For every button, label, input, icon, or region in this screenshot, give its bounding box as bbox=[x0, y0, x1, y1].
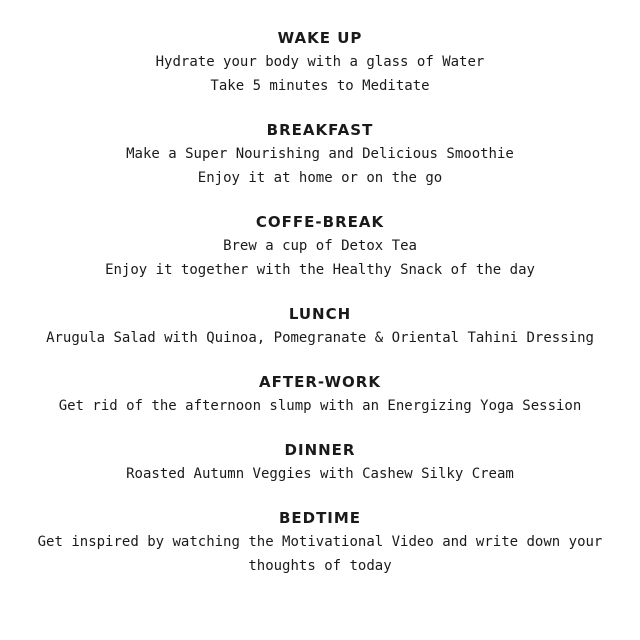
section-dinner bbox=[0, 438, 640, 486]
section-wake-up bbox=[0, 26, 640, 98]
section-title: WAKE UP bbox=[277, 29, 363, 47]
section-bedtime bbox=[0, 506, 640, 578]
section-line: Hydrate your body with a glass of Water bbox=[155, 54, 485, 70]
section-title: DINNER bbox=[284, 441, 356, 459]
section-title: LUNCH bbox=[288, 305, 352, 323]
section-line: Get inspired by watching the Motivational Video and write down your bbox=[37, 534, 603, 550]
section-breakfast bbox=[0, 118, 640, 190]
section-line: Brew a cup of Detox Tea bbox=[223, 238, 417, 254]
daily-schedule bbox=[0, 26, 640, 598]
section-line: Arugula Salad with Quinoa, Pomegranate & Oriental Tahini Dressing bbox=[46, 330, 594, 346]
section-lunch bbox=[0, 302, 640, 350]
section-line: Get rid of the afternoon slump with an Energizing Yoga Session bbox=[58, 398, 582, 414]
section-after-work bbox=[0, 370, 640, 418]
section-coffe-break bbox=[0, 210, 640, 282]
section-line: Roasted Autumn Veggies with Cashew Silky Cream bbox=[126, 466, 514, 482]
section-title: BEDTIME bbox=[278, 509, 362, 527]
section-title: AFTER-WORK bbox=[259, 373, 381, 391]
section-line: Make a Super Nourishing and Delicious Smoothie bbox=[126, 146, 514, 162]
section-title: BREAKFAST bbox=[266, 121, 374, 139]
section-line: Enjoy it at home or on the go bbox=[197, 170, 443, 186]
section-line: thoughts of today bbox=[248, 558, 392, 574]
section-line: Take 5 minutes to Meditate bbox=[210, 78, 430, 94]
section-title: COFFE-BREAK bbox=[255, 213, 385, 231]
section-line: Enjoy it together with the Healthy Snack of the day bbox=[105, 262, 535, 278]
